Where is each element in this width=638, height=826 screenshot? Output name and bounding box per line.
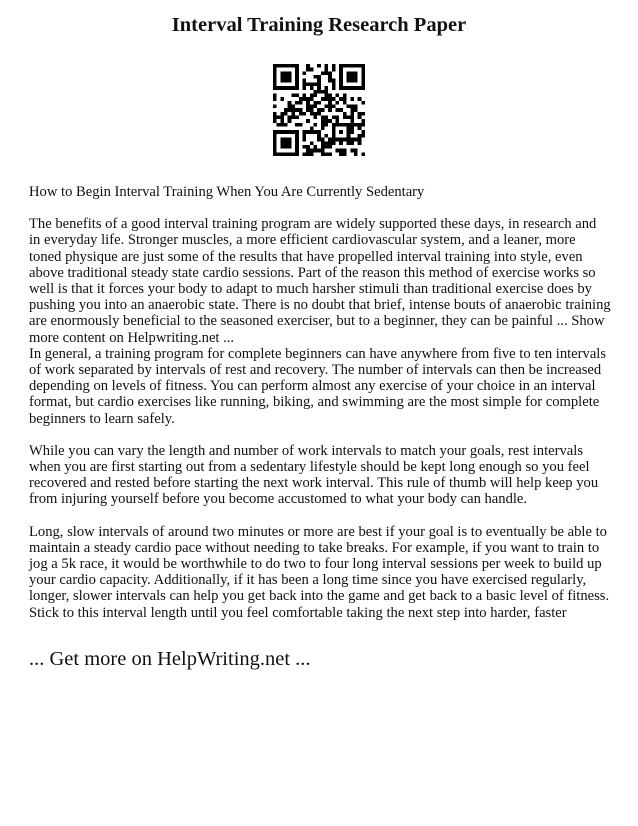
- get-more-link[interactable]: ... Get more on HelpWriting.net ...: [29, 648, 311, 670]
- paragraph-1: The benefits of a good interval training program are widely supported these days, in research and in everyday life. Stronger muscles, a more efficient cardiovascular system, and a leaner, more toned physique are just some of the results that have propelled interval training into style, even above traditional steady state cardio sessions. Part of the reason this method of exercise works so well is that it forces your body to adapt to much harsher stimuli than traditional exercise does by pushing you into an anaerobic state. There is no doubt that brief, intense bouts of anaerobic training are enormously beneficial to the seasoned exerciser, but to a beginner, they can be painful ... Show more content on Helpwriting.net ...: [29, 216, 611, 346]
- paragraph-4: Long, slow intervals of around two minutes or more are best if your goal is to eventually be able to maintain a steady cardio pace without needing to take breaks. For example, if you want to train to jog a 5k race, it would be worthwhile to do two to four long interval sessions per week to build up your cardio capacity. Additionally, if it has been a long time since you have exercised regularly, longer, slower intervals can help you get back into the game and get back to a basic level of fitness. Stick to this interval length until you feel comfortable taking the next step into harder, faster: [29, 523, 610, 621]
- document-body: [29, 184, 611, 621]
- qr-code-icon: [273, 64, 365, 156]
- subtitle: How to Begin Interval Training When You Are Currently Sedentary: [29, 184, 425, 200]
- page-title: Interval Training Research Paper: [171, 14, 467, 36]
- paragraph-2: In general, a training program for complete beginners can have anywhere from five to ten intervals of work separated by intervals of rest and recovery. The number of intervals can then be increased depending on levels of fitness. You can perform almost any exercise of your choice in an interval format, but cardio exercises like running, biking, and swimming are the most simple for complete beginners to learn safely.: [29, 345, 607, 427]
- paragraph-3: While you can vary the length and number of work intervals to match your goals, rest intervals when you are first starting out from a sedentary lifestyle should be kept long enough so you feel recovered and rested before starting the next work interval. This rule of thumb will help keep you from injuring yourself before you become accustomed to what your body can handle.: [29, 442, 599, 508]
